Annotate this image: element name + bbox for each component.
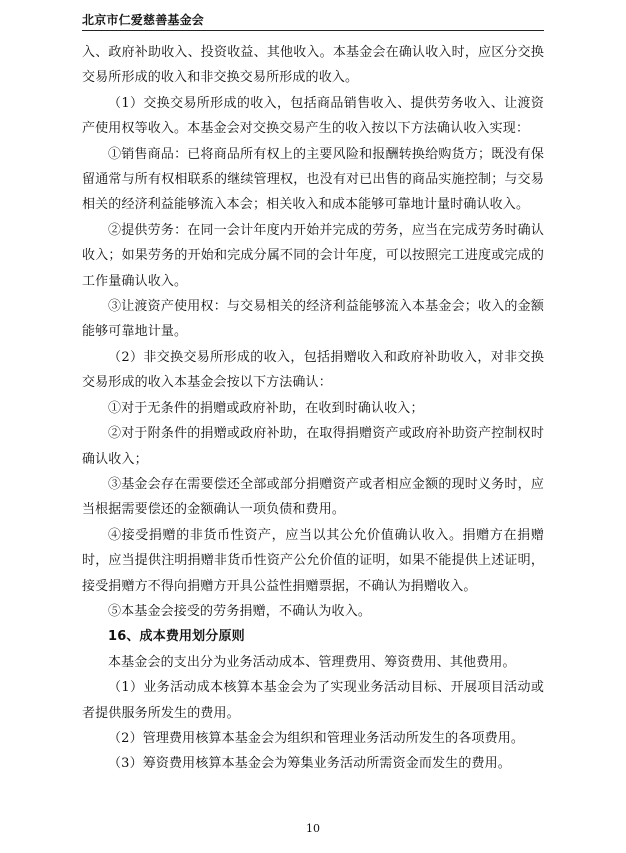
paragraph: ④接受捐赠的非货币性资产，应当以其公允价值确认收入。捐赠方在捐赠时，应当提供注明捐赠非货币性资产公允价值的证明，如果不能提供上述证明，接受捐赠方不得向捐赠方开具公益性捐赠票据，不确认为捐赠收入。 — [82, 527, 544, 594]
paragraph: ③基金会存在需要偿还全部或部分捐赠资产或者相应金额的现时义务时，应当根据需要偿还的金额确认一项负债和费用。 — [82, 476, 544, 518]
paragraph: （2）管理费用核算本基金会为组织和管理业务活动所发生的各项费用。 — [108, 730, 525, 746]
paragraph: ②对于附条件的捐赠或政府补助，在取得捐赠资产或政府补助资产控制权时确认收入； — [82, 426, 544, 467]
paragraph: 入、政府补助收入、投资收益、其他收入。本基金会在确认收入时，应区分交换交易所形成的收入和非交换交易所形成的收入。 — [82, 45, 544, 86]
paragraph: （1）业务活动成本核算本基金会为了实现业务活动目标、开展项目活动或者提供服务所发生的费用。 — [82, 680, 544, 721]
page-header — [82, 8, 544, 31]
page-number: 10 — [306, 822, 320, 835]
document-body — [82, 40, 544, 777]
paragraph: ①销售商品：已将商品所有权上的主要风险和报酬转换给购货方；既没有保留通常与所有权相联系的继续管理权，也没有对已出售的商品实施控制；与交易相关的经济利益能够流入本会；相关收入和成本能够可靠地计量时确认收入。 — [82, 146, 544, 213]
paragraph: 本基金会的支出分为业务活动成本、管理费用、筹资费用、其他费用。 — [108, 654, 516, 670]
paragraph: ⑤本基金会接受的劳务捐赠，不确认为收入。 — [108, 603, 372, 619]
paragraph: （1）交换交易所形成的收入，包括商品销售收入、提供劳务收入、让渡资产使用权等收入。本基金会对交换交易产生的收入按以下方法确认收入实现： — [82, 95, 544, 137]
paragraph: （3）筹资费用核算本基金会为筹集业务活动所需资金而发生的费用。 — [108, 756, 511, 772]
paragraph: ③让渡资产使用权：与交易相关的经济利益能够流入本基金会；收入的金额能够可靠地计量。 — [82, 299, 544, 340]
paragraph: ①对于无条件的捐赠或政府补助，在收到时确认收入； — [108, 400, 424, 416]
paragraph: （2）非交换交易所形成的收入，包括捐赠收入和政府补助收入，对非交换交易形成的收入本基金会按以下方法确认： — [82, 349, 544, 391]
header-title: 北京市仁爱慈善基金会 — [82, 13, 205, 27]
section-heading: 16、成本费用划分原则 — [108, 629, 245, 645]
paragraph: ②提供劳务：在同一会计年度内开始并完成的劳务，应当在完成劳务时确认收入；如果劳务的开始和完成分属不同的会计年度，可以按照完工进度或完成的工作量确认收入。 — [82, 222, 544, 289]
